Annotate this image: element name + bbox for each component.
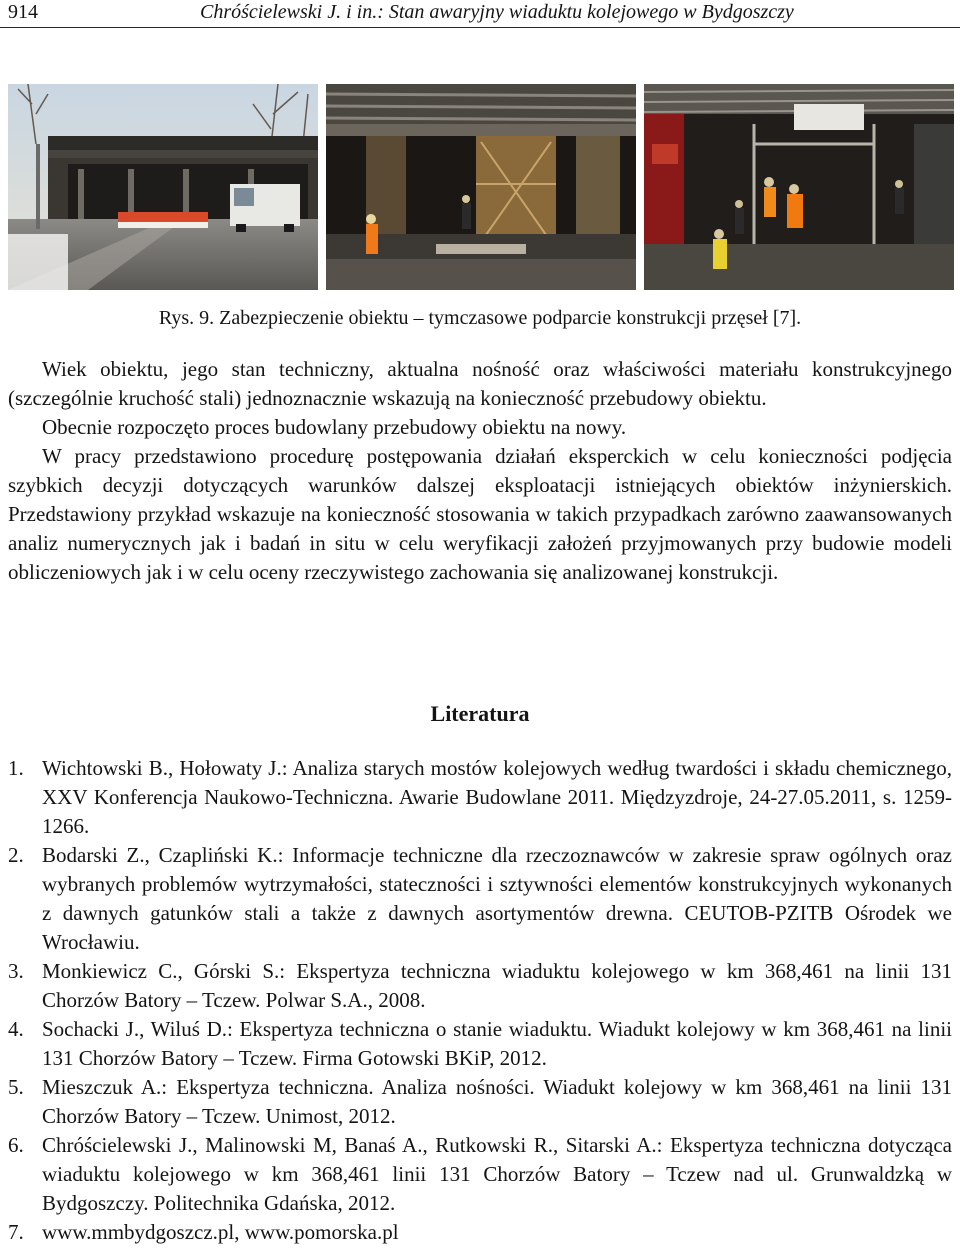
- photo-temporary-supports: [326, 84, 636, 290]
- reference-text: Bodarski Z., Czapliński K.: Informacje techniczne dla rzeczoznawców w zakresie spraw ogólnych oraz wybranych problemów wytrzymałości, stateczności i sztywności elementów konstrukcyjnych wykonanych z dawnych gatunków stali a także z dawnych asortymentów drewna. CEUTOB-PZITB Ośrodek we Wrocławiu.: [42, 843, 952, 954]
- figure-caption: Rys. 9. Zabezpieczenie obiektu – tymczasowe podparcie konstrukcji przęseł [7].: [158, 307, 802, 329]
- body-text: [8, 355, 952, 587]
- reference-number: 2.: [8, 843, 24, 867]
- reference-text: Monkiewicz C., Górski S.: Ekspertyza techniczna wiaduktu kolejowego w km 368,461 na linii 131 Chorzów Batory – Tczew. Polwar S.A., 2008.: [42, 959, 952, 1012]
- reference-text: www.mmbydgoszcz.pl, www.pomorska.pl: [42, 1220, 399, 1244]
- reference-item: [8, 957, 952, 1015]
- paragraph: W pracy przedstawiono procedurę postępowania działań eksperckich w celu konieczności podjęcia szybkich decyzji dotyczących warunków dalszej eksploatacji istniejących obiektów inżynierskich. Przedstawiony przykład wskazuje na konieczność stosowania w takich przypadkach zarówno zaawansowanych analiz numerycznych jak i badań in situ w celu weryfikacji założeń przyjmowanych przy budowie modeli obliczeniowych jak i w celu oceny rzeczywistego zachowania się analizowanej konstrukcji.: [8, 444, 952, 584]
- paragraph: Wiek obiektu, jego stan techniczny, aktualna nośność oraz właściwości materiału konstrukcyjnego (szczególnie kruchość stali) jednoznacznie wskazują na konieczność przebudowy obiektu.: [8, 357, 952, 410]
- reference-item: [8, 1131, 952, 1218]
- running-title: Chróścielewski J. i in.: Stan awaryjny wiaduktu kolejowego w Bydgoszczy: [200, 1, 794, 23]
- reference-text: Chróścielewski J., Malinowski M, Banaś A., Rutkowski R., Sitarski A.: Ekspertyza techniczna dotycząca wiaduktu kolejowego w km 368,461 linii 131 Chorzów Batory – Tczew nad ul. Grunwaldzką w Bydgoszczy. Politechnika Gdańska, 2012.: [42, 1133, 952, 1215]
- page-header: [8, 0, 948, 26]
- reference-text: Wichtowski B., Hołowaty J.: Analiza starych mostów kolejowych według twardości i składu chemicznego, XXV Konferencja Naukowo-Techniczna. Awarie Budowlane 2011. Międzyzdroje, 24-27.05.2011, s. 1259-1266.: [42, 756, 952, 838]
- reference-number: 6.: [8, 1133, 24, 1157]
- photo-workers-under-viaduct: [644, 84, 954, 290]
- literature-heading: Literatura: [430, 701, 530, 726]
- reference-text: Mieszczuk A.: Ekspertyza techniczna. Analiza nośności. Wiadukt kolejowy w km 368,461 na linii 131 Chorzów Batory – Tczew. Unimost, 2012.: [42, 1075, 952, 1128]
- reference-number: 3.: [8, 959, 24, 983]
- reference-number: 1.: [8, 756, 24, 780]
- reference-item: [8, 1218, 952, 1247]
- photo-viaduct-street-view: [8, 84, 318, 290]
- paragraph: Obecnie rozpoczęto proces budowlany przebudowy obiektu na nowy.: [42, 415, 627, 439]
- header-rule: [0, 27, 960, 28]
- reference-item: [8, 841, 952, 957]
- figure-photos: [8, 84, 954, 290]
- reference-number: 7.: [8, 1220, 24, 1244]
- reference-item: [8, 1073, 952, 1131]
- reference-number: 4.: [8, 1017, 24, 1041]
- reference-text: Sochacki J., Wiluś D.: Ekspertyza techniczna o stanie wiaduktu. Wiadukt kolejowy w km 368,461 na linii 131 Chorzów Batory – Tczew. Firma Gotowski BKiP, 2012.: [42, 1017, 952, 1070]
- page-number: 914: [8, 1, 38, 23]
- reference-number: 5.: [8, 1075, 24, 1099]
- reference-item: [8, 1015, 952, 1073]
- reference-list: [8, 754, 952, 1247]
- reference-item: [8, 754, 952, 841]
